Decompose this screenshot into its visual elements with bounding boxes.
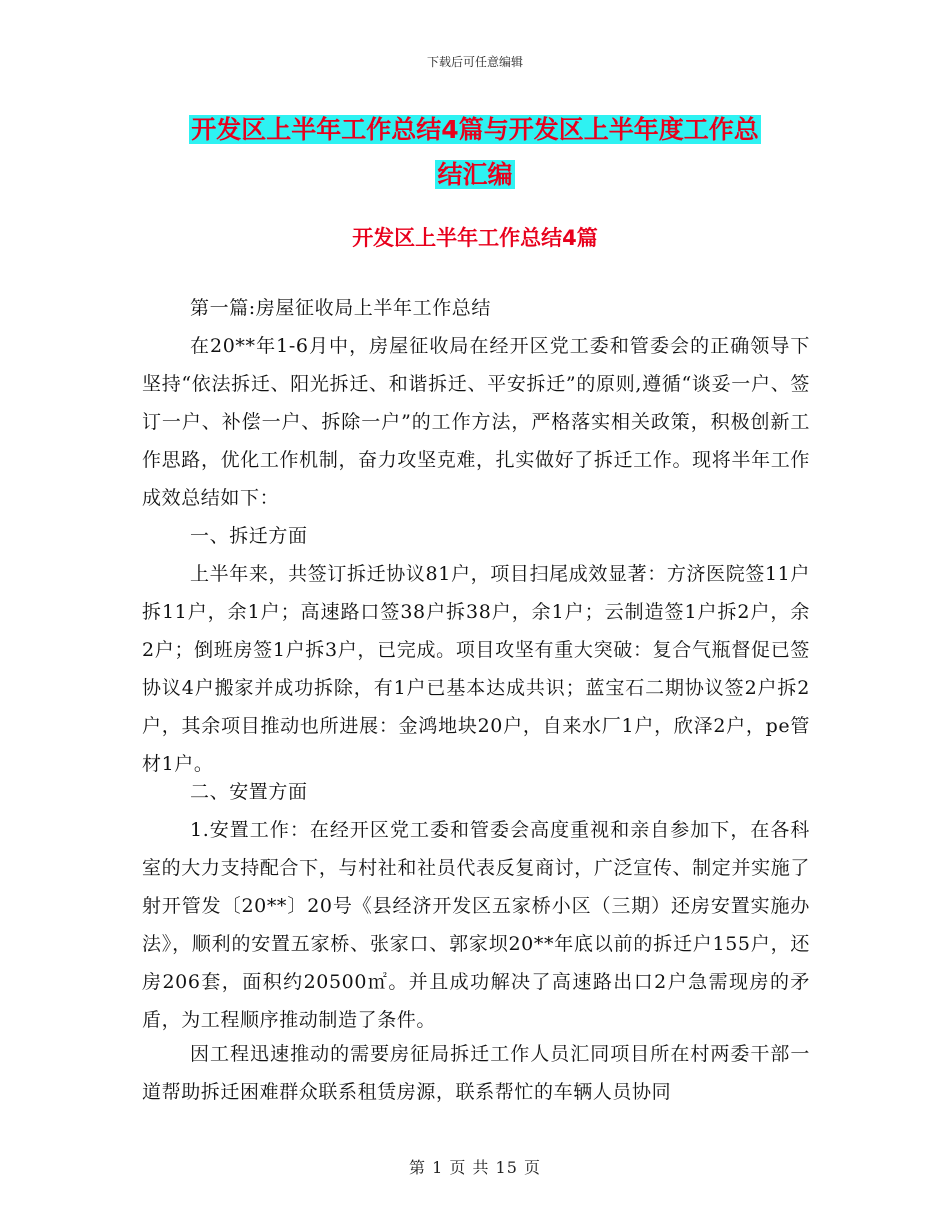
paragraph-subtitle: 第一篇:房屋征收局上半年工作总结: [190, 297, 492, 319]
paragraph-heading-resettlement: 二、安置方面: [190, 781, 308, 803]
page-footer: 第 1 页 共 15 页: [409, 1158, 541, 1177]
paragraph-demolition: 上半年来，共签订拆迁协议81户，项目扫尾成效显著：方济医院签11户拆11户，余1户；高速路口签38户拆38户，余1户；云制造签1户拆2户，余2户；倒班房签1户拆3户，已完成。项目攻坚有重大突破：复合气瓶督促已签协议4户搬家并成功拆除，有1户已基本达成共识；蓝宝石二期协议签2户拆2户，其余项目推动也所进展：金鸿地块20户，自来水厂1户，欣泽2户，pe管材1户。: [142, 563, 810, 775]
document-title-text-2: 结汇编: [437, 160, 513, 189]
paragraph-resettlement: 1.安置工作：在经开区党工委和管委会高度重视和亲自参加下，在各科室的大力支持配合下，与村社和社员代表反复商讨，广泛宣传、制定并实施了射开管发〔20**〕20号《县经济开发区五家桥小区（三期）还房安置实施办法》，顺利的安置五家桥、张家口、郭家坝20**年底以前的拆迁户155户，还房206套，面积约20500㎡。并且成功解决了高速路出口2户急需现房的矛盾，为工程顺序推动制造了条件。: [142, 819, 810, 1031]
document-title-line-2: [0, 157, 950, 193]
page-header-note: 下载后可任意编辑: [426, 55, 523, 69]
paragraph-intro: 在20**年1-6月中，房屋征收局在经开区党工委和管委会的正确领导下坚持“依法拆迁、阳光拆迁、和谐拆迁、平安拆迁”的原则,遵循“谈妥一户、签订一户、补偿一户、拆除一户”的工作方法，严格落实相关政策，积极创新工作思路，优化工作机制，奋力攻坚克难，扎实做好了拆迁工作。现将半年工作成效总结如下：: [142, 335, 810, 509]
section-title: 开发区上半年工作总结4篇: [352, 226, 598, 250]
paragraph-heading-demolition: 一、拆迁方面: [190, 525, 308, 547]
document-title-text-1: 开发区上半年工作总结4篇与开发区上半年度工作总: [191, 115, 759, 144]
document-title-line-1: [0, 112, 950, 148]
paragraph-assistance: 因工程迅速推动的需要房征局拆迁工作人员汇同项目所在村两委干部一道帮助拆迁困难群众联系租赁房源，联系帮忙的车辆人员协同: [142, 1043, 810, 1103]
